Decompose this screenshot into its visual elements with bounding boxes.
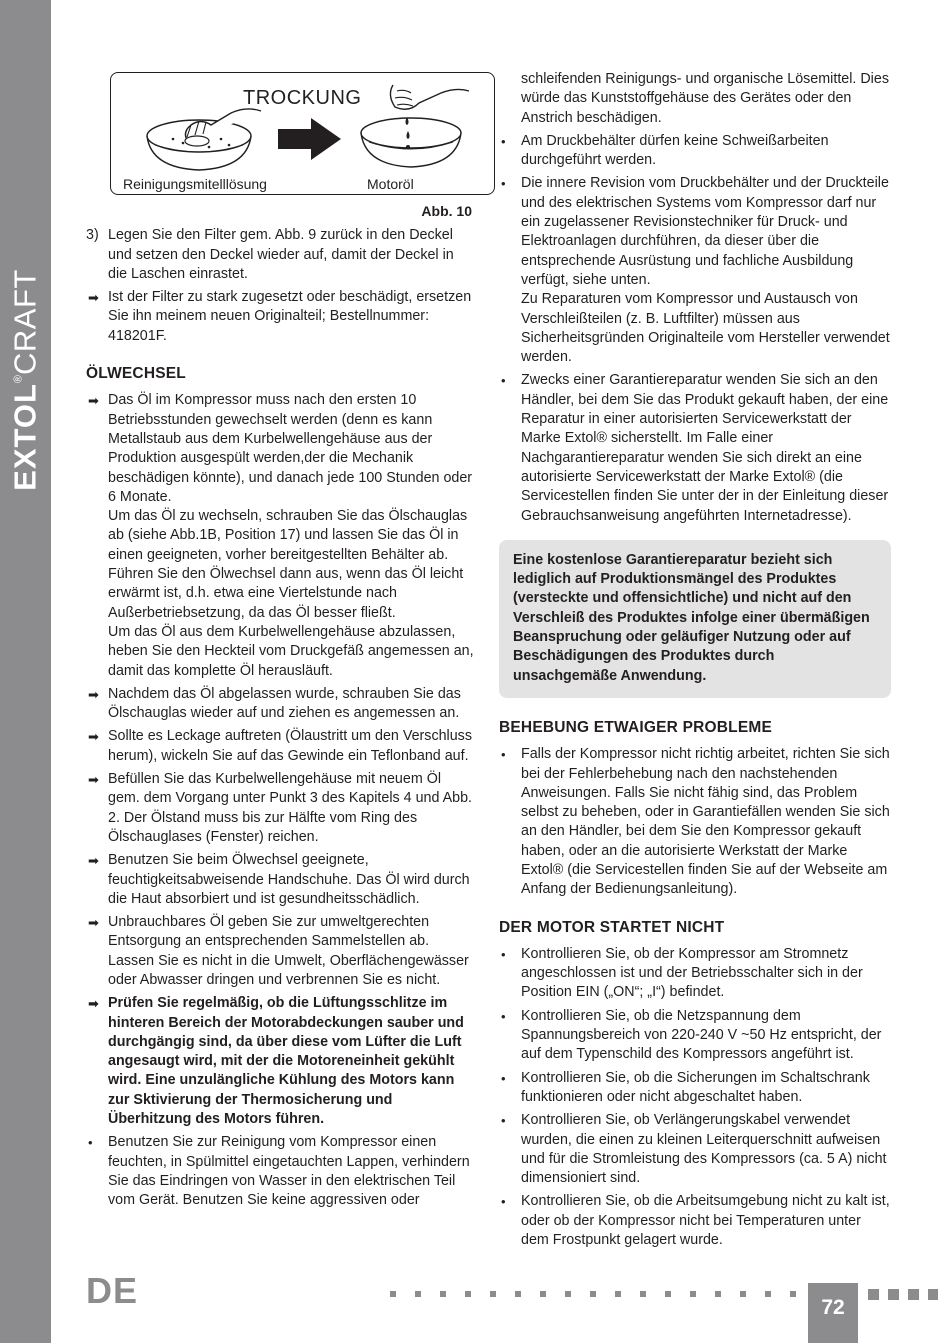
right-column [499, 70, 891, 1254]
list-item-text: Benutzen Sie beim Ölwechsel geeignete, feuchtigkeitsabweisende Handschuhe. Das Öl wird durch die Haut absorbiert und ist gesundheitsschädlich. [108, 852, 470, 907]
arrow-right-icon: ➡ [88, 686, 99, 702]
figure-title: TROCKUNG [243, 87, 362, 109]
step-3-text: Legen Sie den Filter gem. Abb. 9 zurück in den Deckel und setzen den Deckel wieder auf, damit der Deckel in die Laschen einrastet. [108, 227, 454, 282]
list-item [86, 913, 476, 990]
language-code: DE [86, 1270, 139, 1311]
cleaning-item [86, 1133, 476, 1210]
page-number: 72 [808, 1283, 858, 1343]
warranty-text: Zwecks einer Garantiereparatur wenden Sie sich an den Händler, bei dem Sie das Produkt gekauft haben, der eine Reparatur in einer autorisierten Servicewerkstatt der Marke Extol® sicherstellt. Im Falle einer Nachgarantiereparatur wenden Sie sich direkt an eine autorisierte Servicewerkstatt der Marke Extol® (die Servicestellen finden Sie unter der in der Einleitung dieser Gebrauchsanweisung angeführten Internetadresse). [521, 372, 889, 524]
ventilation-warning-item [86, 994, 476, 1129]
check-item [499, 945, 891, 1003]
brand-registered: ® [12, 374, 25, 384]
list-item-text: Befüllen Sie das Kurbelwellengehäuse mit neuem Öl gem. dem Vorgang unter Punkt 3 des Kapitels 4 und Abb. 2. Der Ölstand muss bis zur Hälfte vom Ring des Ölschauglases (Fenster) reichen. [108, 771, 473, 845]
brand-logo [7, 269, 43, 491]
oil-change-paragraph-3: Um das Öl aus dem Kurbelwellengehäuse abzulassen, heben Sie den Heckteil vom Druckgefäß angemessen an, damit das komplette Öl herausläuft. [108, 623, 474, 679]
welding-text: Am Druckbehälter dürfen keine Schweißarbeiten durchgeführt werden. [521, 132, 829, 169]
check-text: Kontrollieren Sie, ob Verlängerungskabel verwendet wurden, die einen zu kleinen Leiterquerschnitt aufweisen und für die Stromleistung des Kompressors (ca. 5 A) nicht dimensioniert sind. [521, 1112, 887, 1187]
list-item-text: Nachdem das Öl abgelassen wurde, schrauben Sie das Ölschauglas wieder auf und ziehen es angemessen an. [108, 685, 461, 722]
footer-square [868, 1289, 879, 1300]
check-text: Kontrollieren Sie, ob der Kompressor am Stromnetz angeschlossen ist und der Betriebsschalter sich in der Position EIN („ON“; „I“) befindet. [521, 945, 863, 1001]
bullet-icon: • [501, 133, 506, 149]
check-item [499, 1069, 891, 1108]
arrow-right-icon: ➡ [88, 853, 99, 869]
check-text: Kontrollieren Sie, ob die Netzspannung dem Spannungsbereich von 220-240 V ~50 Hz entspricht, der auf dem Typenschild des Kompressors angeführt ist. [521, 1007, 882, 1063]
bullet-icon: • [501, 1113, 506, 1129]
list-item [86, 727, 476, 766]
troubleshooting-item [499, 745, 891, 899]
list-item [86, 685, 476, 724]
figure-label: Abb. 10 [421, 203, 472, 219]
warranty-notice-box: Eine kostenlose Garantiereparatur bezieht sich lediglich auf Produktionsmängel des Produktes (versteckte und offensichtliche) und nicht auf den Verschleiß des Produktes infolge einer übermäßigen Beanspruchung oder geläufiger Nutzung oder auf Beschädigungen des Produktes durch unsachgemäße Anwendung. [499, 540, 891, 698]
brand-light: CRAFT [7, 269, 43, 375]
oil-change-paragraph-1: Das Öl im Kompressor muss nach den ersten 10 Betriebsstunden gewechselt werden (denn es kann Metallstaub aus dem Kurbelwellengehäuse aus der Produktion ausgespült werden,der die Mechanik beschädigen könnte), und danach jede 100 Stunden oder 6 Monate. [108, 392, 473, 505]
check-item [499, 1192, 891, 1250]
ventilation-warning-text: Prüfen Sie regelmäßig, ob die Lüftungsschlitze im hinteren Bereich der Motorabdeckungen sauber und durchgängig sind, da über diese vom Lüfter die Luft angesaugt wird, mit der die Motoreneinheit gekühlt wird. Eine unzulängliche Kühlung des Motors kann zur Sktivierung der Thermosicherung und Überhitzung des Motors führen. [108, 995, 464, 1128]
footer-square [888, 1289, 899, 1300]
footer-square [908, 1289, 919, 1300]
list-item-text: Sollte es Leckage auftreten (Ölaustritt um den Verschluss herum), wickeln Sie auf das Gewinde ein Teflonband auf. [108, 728, 472, 764]
footer-square [928, 1289, 938, 1300]
revision-paragraph-1: Die innere Revision vom Druckbehälter und der Druckteile und des elektrischen Systems vom Kompressor darf nur ein zugelassener Revisionstechniker für Druck- und Elektroanlagen durchführen, da dieser über die entsprechende Ausrüstung und fachliche Ausbildung verfügt, siehe unten. [521, 175, 889, 288]
figure-drying [110, 72, 495, 195]
step-3 [86, 226, 476, 284]
bullet-icon: • [501, 946, 506, 962]
filter-note-text: Ist der Filter zu stark zugesetzt oder beschädigt, ersetzen Sie ihn meinem neuen Originalteil; Bestellnummer: 418201F. [108, 289, 472, 344]
continued-text: schleifenden Reinigungs- und organische Lösemittel. Dies würde das Kunststoffgehäuse des Gerätes oder den Anstrich beschädigen. [521, 71, 889, 126]
bowl-oil-icon [361, 85, 469, 167]
oil-change-item [86, 391, 476, 680]
check-text: Kontrollieren Sie, ob die Arbeitsumgebung nicht zu kalt ist, oder ob der Kompressor nicht bei Temperaturen unter dem Frostpunkt gelagert wurde. [521, 1193, 890, 1249]
arrow-right-icon: ➡ [88, 996, 99, 1012]
list-item-text: Unbrauchbares Öl geben Sie zur umweltgerechten Entsorgung an entsprechenden Sammelstellen ab. Lassen Sie es nicht in die Umwelt, Oberflächengewässer oder Abwasser dringen und verbrennen Sie es nicht. [108, 914, 469, 988]
left-column [86, 72, 476, 1215]
welding-item [499, 132, 891, 171]
revision-item [499, 174, 891, 367]
arrow-right-icon: ➡ [88, 290, 99, 306]
section-heading-troubleshooting: BEHEBUNG ETWAIGER PROBLEME [499, 718, 773, 736]
step-number: 3) [86, 227, 99, 244]
revision-paragraph-2: Zu Reparaturen vom Kompressor und Austausch von Verschleißteilen (z. B. Luftfilter) müssen aus Sicherheitsgründen Originalteile vom Hersteller verwendet werden. [521, 291, 890, 366]
check-item [499, 1007, 891, 1065]
arrow-right-icon: ➡ [88, 729, 99, 745]
arrow-right-icon [278, 118, 341, 160]
filter-note-item [86, 288, 476, 346]
figure-caption-right: Motoröl [367, 176, 414, 192]
sidebar-strip [0, 0, 51, 1343]
list-item [86, 770, 476, 847]
arrow-right-icon: ➡ [88, 915, 99, 931]
bullet-icon: • [501, 1070, 506, 1086]
arrow-right-icon: ➡ [88, 393, 99, 409]
figure-caption-left: Reinigungsmitelllösung [123, 176, 267, 192]
brand-bold: EXTOL [7, 383, 43, 491]
section-heading-motor-not-starting: DER MOTOR STARTET NICHT [499, 918, 725, 936]
bullet-icon: • [501, 1008, 506, 1024]
bullet-icon: • [501, 747, 506, 763]
bullet-icon: • [501, 176, 506, 192]
list-item [86, 851, 476, 909]
section-heading-oil-change: ÖLWECHSEL [86, 365, 186, 383]
bullet-icon: • [501, 373, 506, 389]
cleaning-text: Benutzen Sie zur Reinigung vom Kompressor einen feuchten, in Spülmittel eingetauchten Lappen, verhindern Sie das Eindringen von Wasser in den elektrischen Teil vom Gerät. Benutzen Sie keine aggressiven oder [108, 1134, 470, 1209]
check-text: Kontrollieren Sie, ob die Sicherungen im Schaltschrank funktionieren oder nicht abgeschaltet haben. [521, 1069, 870, 1105]
check-item [499, 1111, 891, 1188]
arrow-right-icon: ➡ [88, 772, 99, 788]
warranty-item [499, 371, 891, 525]
bowl-solution-icon [147, 109, 261, 170]
troubleshooting-text: Falls der Kompressor nicht richtig arbeitet, richten Sie sich bei der Fehlerbehebung nach den nachstehenden Anweisungen. Falls Sie nicht fähig sind, das Problem selbst zu beheben, oder in Garantiefällen wenden Sie sich an den Händler, bei dem Sie den Kompressor gekauft haben, oder an die autorisierte Werkstatt der Marke Extol® (die Servicestellen finden Sie auf der Webseite am Anfang der Bedienungsanleitung). [521, 746, 890, 898]
continued-item [499, 70, 891, 128]
bullet-icon: • [501, 1194, 506, 1210]
oil-change-paragraph-2: Um das Öl zu wechseln, schrauben Sie das Ölschauglas ab (siehe Abb.1B, Position 17) und lassen Sie das Öl in einen geeigneten, vorher bereitgestellten Behälter ab. Führen Sie den Ölwechsel dann aus, wenn das Öl leicht erwärmt ist, d.h. etwa eine Viertelstunde nach Außerbetriebsetzung, da das Öl besser fließt. [108, 508, 468, 621]
bullet-icon: • [88, 1135, 93, 1151]
